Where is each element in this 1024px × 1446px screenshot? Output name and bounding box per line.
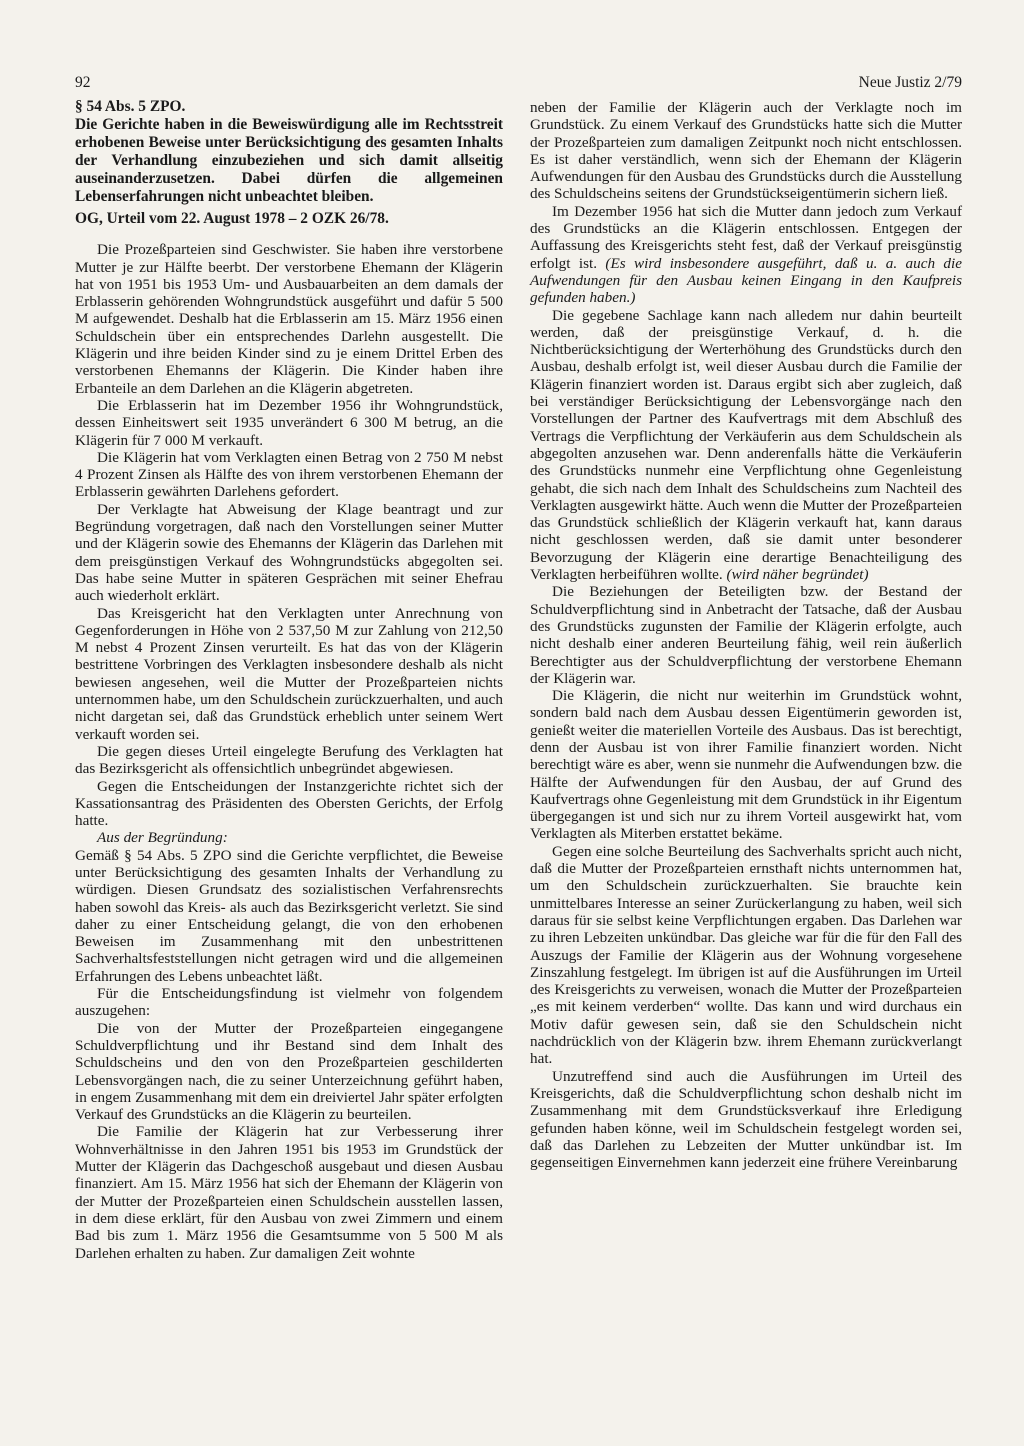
paragraph: Die von der Mutter der Prozeßparteien eingegangene Schuldverpflichtung und ihr Bestand sind dem Inhalt des Schuldscheins und den von den Prozeßparteien geschilderten Lebensvorgängen nach, die zu seiner Unterzeichnung geführt haben, in engem Zusammenhang mit dem ein dreiviertel Jahr später erfolgten Verkauf des Grundstücks an die Klägerin zu beurteilen. [75, 1019, 503, 1124]
paragraph: Die Klägerin hat vom Verklagten einen Betrag von 2 750 M nebst 4 Prozent Zinsen als Hälfte des von ihrem verstorbenen Ehemann der Erblasserin gewährten Darlehens gefordert. [75, 448, 503, 501]
paragraph: Gegen die Entscheidungen der Instanzgerichte richtet sich der Kassationsantrag des Präsidenten des Obersten Gerichts, der Erfolg hatte. [75, 777, 503, 830]
paragraph [530, 203, 962, 307]
journal-issue: Neue Justiz 2/79 [858, 74, 962, 91]
paragraph: Gegen eine solche Beurteilung des Sachverhalts spricht auch nicht, daß die Mutter der Prozeßparteien ernsthaft nichts unternommen hat, um den Schuldschein zurückzuerhalten. Sie brauchte kein unmittelbares Interesse an seiner Zurückerlangung zu haben, weil sich daraus für sie selbst keine Verpflichtungen ergaben. Das Darlehen war zu ihren Lebzeiten unkündbar. Das gleiche war für die für den Fall des Auszugs der Familie der Klägerin aus der Wohnung vorgesehene Zinszahlung festgelegt. Im übrigen ist auf die Ausführungen im Urteil des Kreisgerichts zu verweisen, wonach die Mutter der Prozeßparteien „es mit keinem verderben“ wollte. Das kann und wird durchaus ein Motiv dafür gewesen sein, daß sie den Schuldschein nicht nachdrücklich von der Klägerin bzw. ihrem Ehemann zurückverlangt hat. [530, 842, 962, 1068]
paragraph: Der Verklagte hat Abweisung der Klage beantragt und zur Begründung vorgetragen, daß nach den Vorstellungen seiner Mutter und der Klägerin sowie des Ehemanns der Klägerin das Darlehen mit dem preisgünstigen Verkauf des Wohngrundstücks abgegolten sei. Das habe seine Mutter in späteren Gesprächen mit seiner Ehefrau auch wiederholt erklärt. [75, 500, 503, 605]
law-reference: § 54 Abs. 5 ZPO. [75, 98, 186, 115]
paragraph: Die Prozeßparteien sind Geschwister. Sie haben ihre verstorbene Mutter je zur Hälfte beerbt. Der verstorbene Ehemann der Klägerin hat von 1951 bis 1953 Um- und Ausbauarbeiten an dem damals der Erblasserin gehörenden Wohngrundstück ausgeführt und dafür 5 500 M aufgewendet. Deshalb hat die Erblasserin am 15. März 1956 einen Schuldschein über ein entsprechendes Darlehn ausgestellt. Die Klägerin und ihre beiden Kinder sind zu je einem Drittel Erben des verstorbenen Ehemanns der Klägerin. Die Kinder haben ihre Erbanteile an dem Darlehen an die Klägerin abgetreten. [75, 241, 503, 397]
headnote: Die Gerichte haben in die Beweiswürdigung alle im Rechtsstreit erhobenen Beweise unter Berücksichtigung des gesamten Inhalts der Verhandlung einzubeziehen und sich damit allseitig auseinanderzusetzen. Dabei dürfen die allgemeinen Lebenserfahrungen nicht unbeachtet bleiben. [75, 116, 503, 205]
paragraph [530, 307, 962, 584]
paragraph-text: Im Dezember 1956 hat sich die Mutter dann jedoch zum Verkauf des Grundstücks an die Klägerin entschlossen. Entgegen der Auffassung des Kreisgerichts steht fest, daß der Verkauf preisgünstig erfolgt ist. [530, 202, 962, 272]
paragraph-text: Die gegebene Sachlage kann nach alledem nur dahin beurteilt werden, daß der preisgünstige Verkauf, d. h. die Nichtberücksichtigung der Werterhöhung des Grundstücks durch den Ausbau, deshalb erfolgt ist, weil dieser Ausbau durch die Familie der Klägerin finanziert worden ist. Daraus ergibt sich aber zugleich, daß bei verständiger Berücksichtigung der Lebensvorgänge nach den Vorstellungen der Partner des Kaufvertrags mit dem Abschluß des Vertrags die Verpflichtung der Verkäuferin aus dem Schuldschein als abgegolten anzusehen war. Denn anderenfalls hätte die Verkäuferin des Grundstücks nunmehr eine Verpflichtung ohne Gegenleistung gehabt, die sich nach dem Inhalt des Schuldscheins zum Nachteil des Verklagten ausgewirkt hätte. Auch wenn die Mutter der Prozeßparteien das Grundstück schließlich der Klägerin verkauft hat, kann daraus nicht geschlossen werden, daß sie damit unter besonderer Bevorzugung der Klägerin eine derartige Benachteiligung des Verklagten herbeiführen wollte. [530, 306, 962, 584]
court-citation: OG, Urteil vom 22. August 1978 – 2 OZK 26/78. [75, 210, 389, 227]
right-column [530, 99, 962, 1171]
paragraph: Gemäß § 54 Abs. 5 ZPO sind die Gerichte verpflichtet, die Beweise unter Berücksichtigung des gesamten Inhalts der Verhandlung zu würdigen. Diesen Grundsatz des sozialistischen Verfahrensrechts haben sowohl das Kreis- als auch das Bezirksgericht verletzt. Sie sind daher zu einer Entscheidung gelangt, die von den erhobenen Beweisen im Zusammenhang mit den unbestrittenen Sachverhaltsfeststellungen nicht getragen wird und die allgemeinen Erfahrungen des Lebens unbeachtet läßt. [75, 846, 503, 985]
paragraph: Die Erblasserin hat im Dezember 1956 ihr Wohngrundstück, dessen Einheitswert seit 1935 unverändert 6 300 M betrug, an die Klägerin für 7 000 M verkauft. [75, 396, 503, 449]
editorial-note: (wird näher begründet) [726, 566, 869, 584]
paragraph: Die Klägerin, die nicht nur weiterhin im Grundstück wohnt, sondern bald nach dem Ausbau dessen Eigentümerin geworden ist, genießt weiter die materiellen Vorteile des Ausbaus. Das ist berechtigt, denn der Ausbau ist von ihrer Familie finanziert worden. Nicht berechtigt wäre es aber, wenn sie nunmehr die Aufwendungen bzw. die Hälfte der Aufwendungen für den Ausbau, der auf Grund des Kaufvertrags ohne Gegenleistung mit dem Grundstück in ihr Eigentum übergegangen ist und sich nur zu ihrem Vorteil ausgewirkt hat, vom Verklagten als Miterben erstattet bekäme. [530, 687, 962, 843]
paragraph: neben der Familie der Klägerin auch der Verklagte noch im Grundstück. Zu einem Verkauf des Grundstücks hatte sich die Mutter der Prozeßparteien zum damaligen Zeitpunkt noch nicht entschlossen. Es ist daher verständlich, wenn sich der Ehemann der Klägerin Aufwendungen für den Ausbau des Grundstücks durch die Ausstellung des Schuldscheins seitens der Grundstückseigentümerin sichern ließ. [530, 99, 962, 203]
page-number: 92 [75, 74, 91, 91]
left-column [75, 98, 503, 1262]
page-header [75, 74, 962, 96]
paragraph: Unzutreffend sind auch die Ausführungen im Urteil des Kreisgerichts, daß die Schuldverpflichtung schon deshalb nicht im Zusammenhang mit dem Grundstücksverkauf ihre Erledigung gefunden haben könne, weil im Schuldschein festgelegt worden sei, daß das Darlehen zu Lebzeiten der Mutter unkündbar ist. Im gegenseitigen Einvernehmen kann jederzeit eine frühere Vereinbarung [530, 1067, 962, 1172]
paragraph: Die gegen dieses Urteil eingelegte Berufung des Verklagten hat das Bezirksgericht als offensichtlich unbegründet abgewiesen. [75, 742, 503, 778]
paragraph: Die Beziehungen der Beteiligten bzw. der Bestand der Schuldverpflichtung sind in Anbetracht der Tatsache, daß der Ausbau des Grundstücks zugunsten der Familie der Klägerin erfolgte, auch nicht deshalb einer anderen Beurteilung fähig, weil rein äußerlich Berechtigter aus der Schuldverpflichtung der verstorbene Ehemann der Klägerin war. [530, 583, 962, 687]
section-heading: Aus der Begründung: [97, 829, 228, 847]
paragraph: Das Kreisgericht hat den Verklagten unter Anrechnung von Gegenforderungen in Höhe von 2 537,50 M zur Zahlung von 212,50 M nebst 4 Prozent Zinsen verurteilt. Es hat das von der Klägerin bestrittene Vorbringen des Verklagten insbesondere deshalb als nicht bewiesen angesehen, weil die Mutter der Prozeßparteien nichts unternommen habe, um den Schuldschein zurückzuerhalten, und auch nicht dargetan sei, daß das Grundstück erheblich unter seinem Wert verkauft worden sei. [75, 604, 503, 743]
editorial-note: (Es wird insbesondere ausgeführt, daß u. a. auch die Aufwendungen für den Ausbau keinen Eingang in den Kaufpreis gefunden haben.) [530, 254, 962, 307]
paragraph: Die Familie der Klägerin hat zur Verbesserung ihrer Wohnverhältnisse in den Jahren 1951 bis 1953 im Grundstück der Mutter der Klägerin das Dachgeschoß ausgebaut und diesen Ausbau finanziert. Am 15. März 1956 hat sich der Ehemann der Klägerin von der Mutter der Prozeßparteien einen Schuldschein ausstellen lassen, in dem diese erklärt, für den Ausbau von zwei Zimmern und einem Bad bis zum 1. März 1956 die Gesamtsumme von 5 500 M als Darlehen erhalten zu haben. Zur damaligen Zeit wohnte [75, 1123, 503, 1262]
paragraph: Für die Entscheidungsfindung ist vielmehr von folgendem auszugehen: [75, 985, 503, 1020]
